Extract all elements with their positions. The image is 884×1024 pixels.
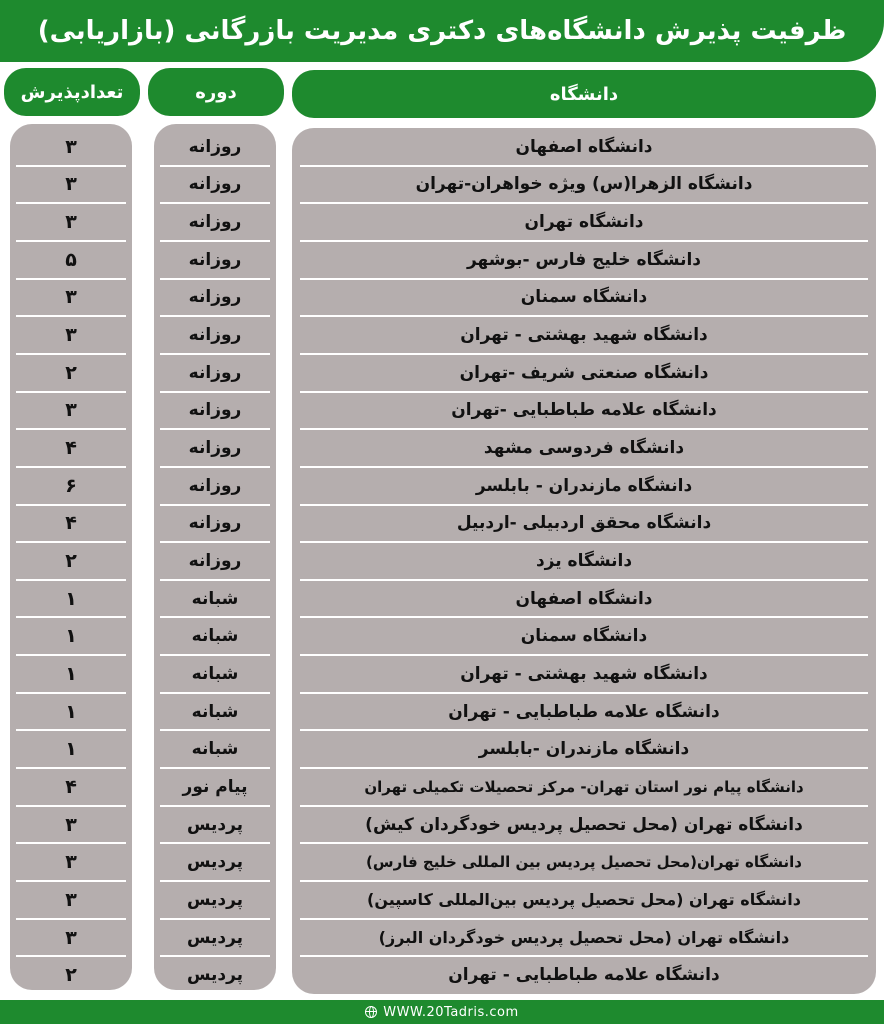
capacity-cell: ۳	[65, 211, 77, 234]
row-divider	[300, 692, 868, 694]
capacity-cell: ۲	[65, 964, 77, 987]
row-divider	[160, 880, 270, 882]
row-divider	[16, 165, 126, 167]
row-divider	[16, 202, 126, 204]
capacity-cell: ۱	[65, 738, 77, 761]
row-divider	[160, 240, 270, 242]
period-cell: روزانه	[188, 249, 242, 270]
capacity-cell: ۳	[65, 851, 77, 874]
period-cell: روزانه	[188, 325, 242, 346]
row-divider	[16, 654, 126, 656]
row-divider	[300, 880, 868, 882]
row-divider	[160, 918, 270, 920]
row-divider	[16, 353, 126, 355]
period-cell: پیام نور	[182, 776, 248, 797]
university-cell: دانشگاه محقق اردبیلی -اردبیل	[456, 513, 712, 534]
period-cell: روزانه	[188, 438, 242, 459]
row-divider	[160, 616, 270, 618]
university-cell: دانشگاه علامه طباطبایی - تهران	[448, 965, 720, 986]
capacity-cell: ۴	[65, 437, 77, 460]
capacity-cell: ۱	[65, 700, 77, 723]
period-cell: روزانه	[188, 550, 242, 571]
period-cell: شبانه	[191, 739, 239, 760]
row-divider	[300, 428, 868, 430]
row-divider	[160, 466, 270, 468]
row-divider	[16, 692, 126, 694]
capacity-cell: ۳	[65, 813, 77, 836]
period-cell: پردیس	[186, 814, 244, 835]
university-cell: دانشگاه اصفهان	[515, 588, 653, 609]
page-title: ظرفیت پذیرش دانشگاه‌های دکتری مدیریت بازرگانی (بازاریابی)	[0, 0, 884, 62]
university-cell: دانشگاه پیام نور استان تهران- مرکز تحصیلات تکمیلی تهران	[364, 777, 804, 796]
capacity-cell: ۲	[65, 361, 77, 384]
university-cell: دانشگاه تهران	[524, 212, 644, 233]
capacity-cell: ۳	[65, 173, 77, 196]
period-cell: روزانه	[188, 174, 242, 195]
row-divider	[16, 767, 126, 769]
row-divider	[16, 428, 126, 430]
row-divider	[16, 240, 126, 242]
row-divider	[16, 504, 126, 506]
row-divider	[160, 842, 270, 844]
row-divider	[160, 315, 270, 317]
header-capacity: تعدادپذیرش	[4, 68, 140, 116]
university-cell: دانشگاه تهران(محل تحصیل پردیس بین المللی خلیج فارس)	[366, 853, 802, 872]
row-divider	[300, 391, 868, 393]
period-cell: شبانه	[191, 626, 239, 647]
row-divider	[160, 729, 270, 731]
capacity-cell: ۴	[65, 775, 77, 798]
capacity-cell: ۳	[65, 324, 77, 347]
row-divider	[16, 842, 126, 844]
row-divider	[300, 504, 868, 506]
capacity-cell: ۱	[65, 625, 77, 648]
university-cell: دانشگاه الزهرا(س) ویژه خواهران-تهران	[415, 174, 753, 195]
row-divider	[16, 466, 126, 468]
row-divider	[160, 428, 270, 430]
row-divider	[160, 541, 270, 543]
capacity-cell: ۳	[65, 888, 77, 911]
row-divider	[300, 805, 868, 807]
university-cell: دانشگاه تهران (محل تحصیل پردیس خودگردان البرز)	[378, 928, 790, 947]
row-divider	[16, 616, 126, 618]
period-cell: روزانه	[188, 212, 242, 233]
row-divider	[300, 842, 868, 844]
period-cell: پردیس	[186, 852, 244, 873]
row-divider	[300, 955, 868, 957]
period-cell: شبانه	[191, 663, 239, 684]
capacity-cell: ۳	[65, 286, 77, 309]
row-divider	[300, 466, 868, 468]
university-cell: دانشگاه شهید بهشتی - تهران	[460, 663, 708, 684]
capacity-cell: ۱	[65, 587, 77, 610]
row-divider	[300, 541, 868, 543]
university-cell: دانشگاه علامه طباطبایی -تهران	[451, 400, 717, 421]
header-period: دوره	[148, 68, 284, 116]
row-divider	[160, 165, 270, 167]
university-cell: دانشگاه علامه طباطبایی - تهران	[448, 701, 720, 722]
row-divider	[160, 805, 270, 807]
row-divider	[160, 504, 270, 506]
university-cell: دانشگاه شهید بهشتی - تهران	[460, 325, 708, 346]
website-link[interactable]: WWW.20Tadris.com	[383, 1004, 519, 1020]
period-cell: روزانه	[188, 136, 242, 157]
row-divider	[16, 880, 126, 882]
period-cell: پردیس	[186, 889, 244, 910]
footer	[0, 1000, 884, 1024]
row-divider	[300, 729, 868, 731]
row-divider	[160, 579, 270, 581]
row-divider	[16, 805, 126, 807]
row-divider	[160, 391, 270, 393]
row-divider	[16, 278, 126, 280]
row-divider	[16, 955, 126, 957]
period-cell: روزانه	[188, 513, 242, 534]
row-divider	[16, 315, 126, 317]
capacity-cell: ۳	[65, 135, 77, 158]
row-divider	[160, 955, 270, 957]
university-cell: دانشگاه سمنان	[520, 287, 648, 308]
capacity-cell: ۳	[65, 926, 77, 949]
period-cell: شبانه	[191, 588, 239, 609]
row-divider	[300, 579, 868, 581]
row-divider	[160, 353, 270, 355]
row-divider	[300, 353, 868, 355]
capacity-cell: ۲	[65, 549, 77, 572]
university-cell: دانشگاه مازندران -بابلسر	[478, 739, 690, 760]
header-university: دانشگاه	[292, 70, 876, 118]
capacity-cell: ۵	[65, 248, 77, 271]
row-divider	[160, 692, 270, 694]
period-cell: پردیس	[186, 965, 244, 986]
period-cell: روزانه	[188, 287, 242, 308]
row-divider	[160, 202, 270, 204]
row-divider	[160, 654, 270, 656]
university-cell: دانشگاه یزد	[535, 550, 633, 571]
university-cell: دانشگاه سمنان	[520, 626, 648, 647]
university-cell: دانشگاه تهران (محل تحصیل پردیس خودگردان کیش)	[365, 814, 803, 835]
row-divider	[16, 729, 126, 731]
capacity-cell: ۱	[65, 662, 77, 685]
row-divider	[160, 278, 270, 280]
university-cell: دانشگاه فردوسی مشهد	[483, 438, 685, 459]
period-cell: روزانه	[188, 362, 242, 383]
row-divider	[300, 240, 868, 242]
period-cell: شبانه	[191, 701, 239, 722]
row-divider	[300, 918, 868, 920]
row-divider	[16, 391, 126, 393]
globe-icon	[365, 1006, 377, 1018]
row-divider	[300, 315, 868, 317]
row-divider	[16, 918, 126, 920]
row-divider	[300, 654, 868, 656]
row-divider	[300, 165, 868, 167]
period-cell: روزانه	[188, 400, 242, 421]
row-divider	[16, 541, 126, 543]
row-divider	[300, 767, 868, 769]
capacity-cell: ۴	[65, 512, 77, 535]
row-divider	[160, 767, 270, 769]
university-cell: دانشگاه صنعتی شریف -تهران	[459, 362, 709, 383]
capacity-cell: ۶	[65, 474, 77, 497]
row-divider	[16, 579, 126, 581]
row-divider	[300, 202, 868, 204]
row-divider	[300, 616, 868, 618]
row-divider	[300, 278, 868, 280]
university-cell: دانشگاه خلیج فارس -بوشهر	[466, 249, 702, 270]
period-cell: پردیس	[186, 927, 244, 948]
university-cell: دانشگاه تهران (محل تحصیل پردیس بین‌المللی کاسپین)	[367, 890, 801, 910]
period-cell: روزانه	[188, 475, 242, 496]
university-cell: دانشگاه مازندران - بابلسر	[475, 475, 693, 496]
capacity-cell: ۳	[65, 399, 77, 422]
university-cell: دانشگاه اصفهان	[515, 136, 653, 157]
